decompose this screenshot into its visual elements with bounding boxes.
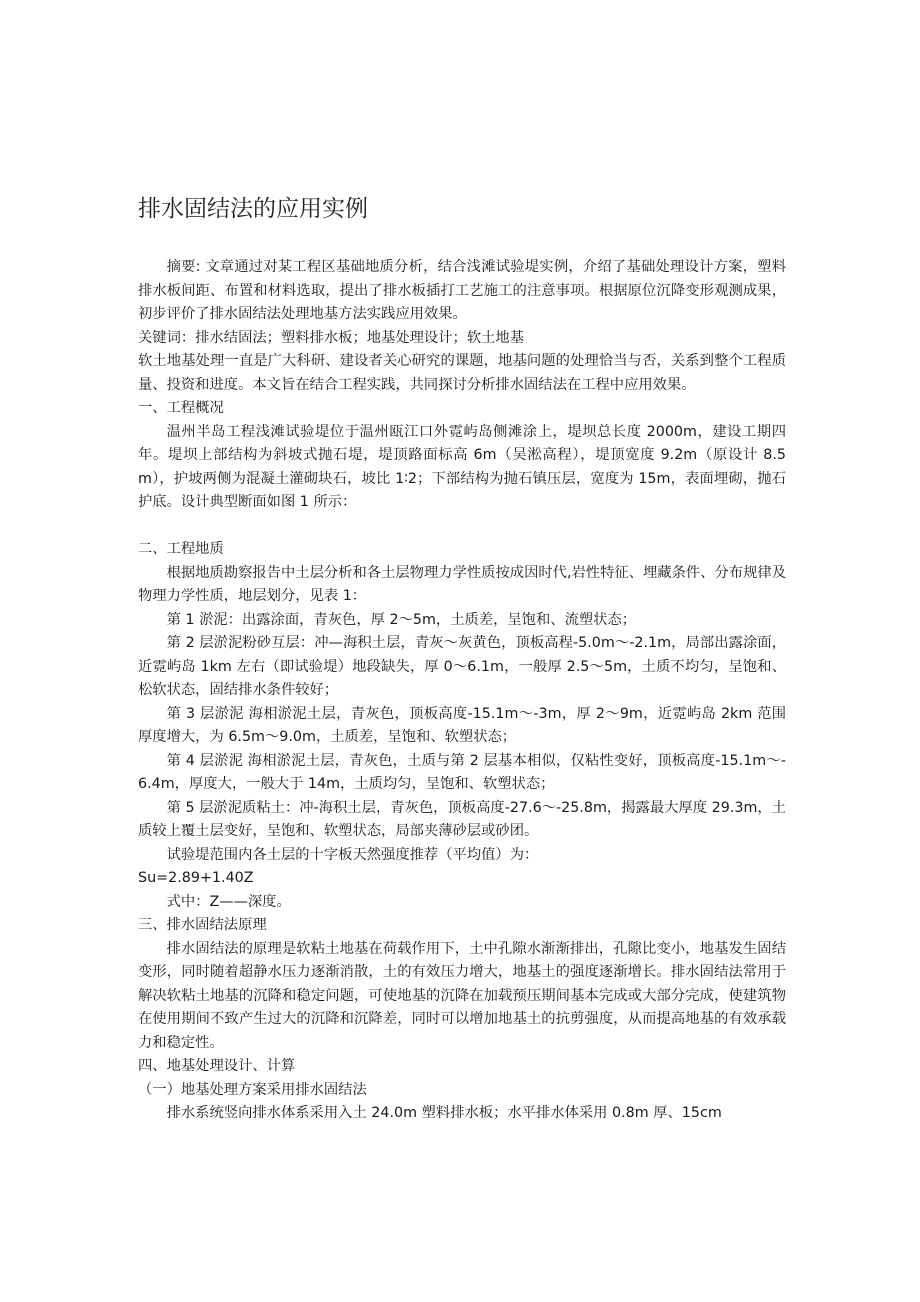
intro-paragraph: 软土地基处理一直是广大科研、建设者关心研究的课题，地基问题的处理恰当与否，关系到整个工程质量、投资和进度。本文旨在结合工程实践，共同探讨分析排水固结法在工程中应用效果。 (138, 353, 786, 393)
section3-paragraph: 排水固结法的原理是软粘土地基在荷载作用下，土中孔隙水渐渐排出，孔隙比变小，地基发生固结变形，同时随着超静水压力逐渐消散，土的有效压力增大，地基土的强度逐渐增长。排水固结法常用于解决软粘土地基的沉降和稳定问题，可使地基的沉降在加载预压期间基本完成或大部分完成，使建筑物在使用期间不致产生过大的沉降和沉降差，同时可以增加地基土的抗剪强度，从而提高地基的有效承载力和稳定性。 (138, 940, 786, 1051)
section4-paragraph: 排水系统竖向排水体系采用入土 24.0m 塑料排水板；水平排水体采用 0.8m 厚、15cm (166, 1105, 722, 1121)
abstract-paragraph: 摘要: 文章通过对某工程区基础地质分析，结合浅滩试验堤实例，介绍了基础处理设计方案，塑料排水板间距、布置和材料选取，提出了排水板插打工艺施工的注意事项。根据原位沉降变形观测成果，初步评价了排水固结法处理地基方法实践应用效果。 (138, 259, 786, 322)
section1-paragraph: 温州半岛工程浅滩试验堤位于温州瓯江口外霓屿岛侧滩涂上，堤坝总长度 2000m，建设工期四年。堤坝上部结构为斜坡式抛石堤，堤顶路面标高 6m（吴淞高程），堤顶宽度 9.2m（原设计 8.5m），护坡两侧为混凝土灌砌块石，坡比 1∶2；下部结构为抛石镇压层，宽度为 15m，表面埋砌，抛石护底。设计典型断面如图 1 所示： (138, 423, 786, 510)
soil-layer-2: 第 2 层淤泥粉砂互层：冲—海积土层，青灰～灰黄色，顶板高程-5.0m～-2.1m，局部出露涂面，近霓屿岛 1km 左右（即试验堤）地段缺失，厚 0～6.1m，一般厚 2.5～5m，土质不均匀，呈饱和、松软状态，固结排水条件较好； (138, 635, 786, 698)
strength-formula: Su=2.89+1.40Z (138, 870, 254, 886)
section2-paragraph: 根据地质勘察报告中土层分析和各土层物理力学性质按成因时代,岩性特征、埋藏条件、分布规律及物理力学性质，地层划分，见表 1： (138, 564, 786, 604)
section-heading-2: 二、工程地质 (138, 541, 224, 557)
soil-layer-3: 第 3 层淤泥 海相淤泥土层，青灰色，顶板高度-15.1m～-3m，厚 2～9m，近霓屿岛 2km 范围厚度增大，为 6.5m～9.0m，土质差，呈饱和、软塑状态； (138, 705, 786, 745)
keywords-line: 关键词：排水结固法；塑料排水板；地基处理设计；软土地基 (138, 329, 525, 346)
soil-layer-1: 第 1 淤泥：出露涂面，青灰色，厚 2～5m，土质差，呈饱和、流塑状态； (166, 611, 637, 628)
document-body (138, 256, 786, 1126)
blank-line (138, 515, 786, 539)
soil-layer-4: 第 4 层淤泥 海相淤泥土层，青灰色，土质与第 2 层基本相似，仅粘性变好，顶板高度-15.1m～-6.4m，厚度大，一般大于 14m，土质均匀，呈饱和、软塑状态； (138, 752, 786, 792)
section-heading-3: 三、排水固结法原理 (138, 917, 267, 933)
formula-note: 式中：Z——深度。 (166, 893, 291, 910)
section-heading-1: 一、工程概况 (138, 400, 224, 416)
subsection-heading-4-1: （一）地基处理方案采用排水固结法 (138, 1081, 367, 1098)
strength-intro: 试验堤范围内各土层的十字板天然强度推荐（平均值）为： (166, 846, 539, 863)
section-heading-4: 四、地基处理设计、计算 (138, 1058, 296, 1074)
document-title: 排水固结法的应用实例 (138, 196, 368, 222)
soil-layer-5: 第 5 层淤泥质粘土：冲-海积土层，青灰色，顶板高度-27.6～-25.8m，揭露最大厚度 29.3m，土质较上覆土层变好，呈饱和、软塑状态，局部夹薄砂层或砂团。 (138, 799, 786, 839)
